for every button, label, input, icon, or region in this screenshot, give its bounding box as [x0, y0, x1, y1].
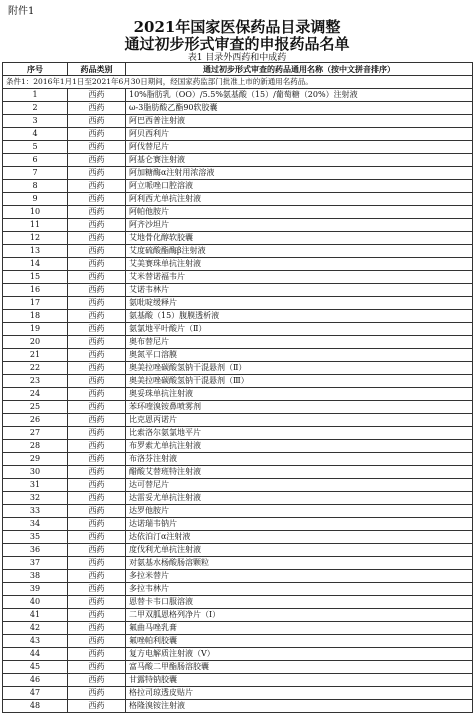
table-row [3, 557, 473, 570]
table-row [3, 453, 473, 466]
document-title-line2: 通过初步形式审查的申报药品名单 [124, 35, 350, 53]
table-row [3, 635, 473, 648]
row-category: 西药 [68, 596, 126, 609]
row-category: 西药 [68, 128, 126, 141]
row-drug-name: 布洛芬注射液 [126, 453, 473, 466]
condition-row [3, 76, 473, 89]
row-drug-name: 比克恩丙诺片 [126, 414, 473, 427]
row-index: 19 [3, 323, 68, 336]
row-index: 9 [3, 193, 68, 206]
row-index: 17 [3, 297, 68, 310]
row-category: 西药 [68, 414, 126, 427]
row-drug-name: 恩替卡韦口服溶液 [126, 596, 473, 609]
row-drug-name: 多拉米替片 [126, 570, 473, 583]
row-index: 41 [3, 609, 68, 622]
row-drug-name: 阿立哌唑口腔溶液 [126, 180, 473, 193]
row-index: 34 [3, 518, 68, 531]
row-category: 西药 [68, 570, 126, 583]
row-category: 西药 [68, 232, 126, 245]
table-row [3, 466, 473, 479]
row-drug-name: 比索洛尔氨氯地平片 [126, 427, 473, 440]
row-index: 7 [3, 167, 68, 180]
row-drug-name: 达诺瑞韦钠片 [126, 518, 473, 531]
row-drug-name: 氨氯地平叶酸片（Ⅱ） [126, 323, 473, 336]
table-row [3, 505, 473, 518]
row-index: 48 [3, 700, 68, 713]
row-index: 11 [3, 219, 68, 232]
row-drug-name: 阿齐沙坦片 [126, 219, 473, 232]
row-category: 西药 [68, 661, 126, 674]
row-drug-name: 艾诺韦林片 [126, 284, 473, 297]
table-row [3, 700, 473, 713]
table-row [3, 596, 473, 609]
row-category: 西药 [68, 297, 126, 310]
row-category: 西药 [68, 388, 126, 401]
table-row [3, 323, 473, 336]
row-category: 西药 [68, 180, 126, 193]
row-index: 27 [3, 427, 68, 440]
table-row [3, 648, 473, 661]
row-category: 西药 [68, 245, 126, 258]
attachment-label: 附件1 [8, 6, 35, 17]
row-drug-name: 达罗他胺片 [126, 505, 473, 518]
row-index: 14 [3, 258, 68, 271]
table-row [3, 180, 473, 193]
row-category: 西药 [68, 375, 126, 388]
row-index: 37 [3, 557, 68, 570]
row-category: 西药 [68, 466, 126, 479]
row-drug-name: ω-3脂肪酸乙酯90软胶囊 [126, 102, 473, 115]
row-category: 西药 [68, 349, 126, 362]
row-category: 西药 [68, 154, 126, 167]
row-index: 33 [3, 505, 68, 518]
row-index: 22 [3, 362, 68, 375]
table-row [3, 531, 473, 544]
row-category: 西药 [68, 284, 126, 297]
table-row [3, 479, 473, 492]
row-category: 西药 [68, 115, 126, 128]
row-index: 20 [3, 336, 68, 349]
row-category: 西药 [68, 336, 126, 349]
column-header-category: 药品类别 [68, 63, 126, 76]
row-index: 44 [3, 648, 68, 661]
row-drug-name: 艾地骨化醇软胶囊 [126, 232, 473, 245]
table-row [3, 414, 473, 427]
row-drug-name: 对氨基水杨酸肠溶颗粒 [126, 557, 473, 570]
row-category: 西药 [68, 453, 126, 466]
row-category: 西药 [68, 674, 126, 687]
row-index: 31 [3, 479, 68, 492]
row-index: 40 [3, 596, 68, 609]
table-row [3, 115, 473, 128]
row-drug-name: 阿帕他胺片 [126, 206, 473, 219]
row-drug-name: 复方电解质注射液（Ⅴ） [126, 648, 473, 661]
row-drug-name: 富马酸二甲酯肠溶胶囊 [126, 661, 473, 674]
table-row [3, 232, 473, 245]
row-category: 西药 [68, 583, 126, 596]
row-index: 36 [3, 544, 68, 557]
table-row [3, 193, 473, 206]
row-category: 西药 [68, 518, 126, 531]
table-row [3, 102, 473, 115]
row-index: 24 [3, 388, 68, 401]
table-row [3, 609, 473, 622]
row-drug-name: 布罗索尤单抗注射液 [126, 440, 473, 453]
row-drug-name: 度伐利尤单抗注射液 [126, 544, 473, 557]
table-row [3, 518, 473, 531]
row-drug-name: 阿基仑赛注射液 [126, 154, 473, 167]
row-index: 26 [3, 414, 68, 427]
row-drug-name: 奥美拉唑碳酸氢钠干混悬剂（Ⅲ） [126, 375, 473, 388]
table-row [3, 583, 473, 596]
row-category: 西药 [68, 531, 126, 544]
row-index: 23 [3, 375, 68, 388]
row-drug-name: 阿利西尤单抗注射液 [126, 193, 473, 206]
row-category: 西药 [68, 505, 126, 518]
row-drug-name: 甘露特钠胶囊 [126, 674, 473, 687]
table-row [3, 401, 473, 414]
table-row [3, 128, 473, 141]
row-category: 西药 [68, 401, 126, 414]
row-drug-name: 氟曲马唑乳膏 [126, 622, 473, 635]
row-category: 西药 [68, 635, 126, 648]
table-row [3, 258, 473, 271]
table-row [3, 622, 473, 635]
table-row [3, 492, 473, 505]
table-row [3, 206, 473, 219]
table-caption: 表1 目录外西药和中成药 [187, 53, 287, 63]
row-index: 1 [3, 89, 68, 102]
row-category: 西药 [68, 102, 126, 115]
row-drug-name: 奥妥珠单抗注射液 [126, 388, 473, 401]
row-index: 45 [3, 661, 68, 674]
table-row [3, 141, 473, 154]
row-drug-name: 二甲双胍恩格列净片（Ⅰ） [126, 609, 473, 622]
row-category: 西药 [68, 622, 126, 635]
row-category: 西药 [68, 427, 126, 440]
row-drug-name: 艾美赛珠单抗注射液 [126, 258, 473, 271]
row-drug-name: 氨基酸（15）腹膜透析液 [126, 310, 473, 323]
row-drug-name: 达依泊汀α注射液 [126, 531, 473, 544]
row-index: 10 [3, 206, 68, 219]
row-index: 18 [3, 310, 68, 323]
row-index: 21 [3, 349, 68, 362]
table-row [3, 570, 473, 583]
table-row [3, 310, 473, 323]
row-drug-name: 氟唑帕利胶囊 [126, 635, 473, 648]
table-row [3, 427, 473, 440]
row-category: 西药 [68, 687, 126, 700]
row-drug-name: 达雷妥尤单抗注射液 [126, 492, 473, 505]
row-index: 32 [3, 492, 68, 505]
row-index: 8 [3, 180, 68, 193]
row-category: 西药 [68, 479, 126, 492]
row-index: 5 [3, 141, 68, 154]
row-index: 30 [3, 466, 68, 479]
table-row [3, 440, 473, 453]
row-index: 12 [3, 232, 68, 245]
row-index: 35 [3, 531, 68, 544]
column-header-index: 序号 [3, 63, 68, 76]
row-category: 西药 [68, 609, 126, 622]
row-index: 38 [3, 570, 68, 583]
table-row [3, 245, 473, 258]
table-body [3, 76, 473, 713]
row-category: 西药 [68, 362, 126, 375]
row-drug-name: 达可替尼片 [126, 479, 473, 492]
table-row [3, 271, 473, 284]
table-row [3, 154, 473, 167]
row-category: 西药 [68, 323, 126, 336]
row-index: 6 [3, 154, 68, 167]
table-header-row [3, 63, 473, 76]
row-drug-name: 阿伐替尼片 [126, 141, 473, 154]
row-index: 16 [3, 284, 68, 297]
table-row [3, 388, 473, 401]
row-index: 4 [3, 128, 68, 141]
row-drug-name: 格拉司琼透皮贴片 [126, 687, 473, 700]
row-category: 西药 [68, 271, 126, 284]
row-index: 46 [3, 674, 68, 687]
table-row [3, 661, 473, 674]
row-index: 47 [3, 687, 68, 700]
row-index: 29 [3, 453, 68, 466]
table-row [3, 362, 473, 375]
table-row [3, 297, 473, 310]
row-index: 39 [3, 583, 68, 596]
row-category: 西药 [68, 89, 126, 102]
row-drug-name: 艾米替诺福韦片 [126, 271, 473, 284]
table-row [3, 219, 473, 232]
table-row [3, 674, 473, 687]
row-category: 西药 [68, 557, 126, 570]
row-category: 西药 [68, 193, 126, 206]
row-index: 13 [3, 245, 68, 258]
table-row [3, 544, 473, 557]
row-category: 西药 [68, 440, 126, 453]
row-index: 15 [3, 271, 68, 284]
row-drug-name: 阿巴西普注射液 [126, 115, 473, 128]
row-drug-name: 10%脂肪乳（OO）/5.5%氨基酸（15）/葡萄糖（20%）注射液 [126, 89, 473, 102]
row-drug-name: 阿加糖酶α注射用浓溶液 [126, 167, 473, 180]
document-title-line1: 2021年国家医保药品目录调整 [133, 18, 341, 36]
row-category: 西药 [68, 167, 126, 180]
row-category: 西药 [68, 544, 126, 557]
row-drug-name: 奥美拉唑碳酸氢钠干混悬剂（Ⅱ） [126, 362, 473, 375]
row-drug-name: 艾度硫酸酯酶β注射液 [126, 245, 473, 258]
table-row [3, 89, 473, 102]
condition-text: 条件1：2016年1月1日至2021年6月30日期间，经国家药监部门批准上市的新通用名药品。 [3, 76, 473, 89]
table-row [3, 336, 473, 349]
row-drug-name: 氨吡啶缓释片 [126, 297, 473, 310]
table-row [3, 375, 473, 388]
table-row [3, 349, 473, 362]
row-index: 43 [3, 635, 68, 648]
row-index: 42 [3, 622, 68, 635]
column-header-drug-name: 通过初步形式审查的药品通用名称（按中文拼音排序） [126, 63, 473, 76]
table-row [3, 687, 473, 700]
row-index: 2 [3, 102, 68, 115]
row-category: 西药 [68, 258, 126, 271]
row-drug-name: 多拉韦林片 [126, 583, 473, 596]
row-index: 3 [3, 115, 68, 128]
row-category: 西药 [68, 310, 126, 323]
row-category: 西药 [68, 492, 126, 505]
row-drug-name: 奥布替尼片 [126, 336, 473, 349]
row-index: 28 [3, 440, 68, 453]
row-drug-name: 醋酸艾替班特注射液 [126, 466, 473, 479]
table-row [3, 284, 473, 297]
row-drug-name: 格隆溴铵注射液 [126, 700, 473, 713]
row-drug-name: 苯环喹溴铵鼻喷雾剂 [126, 401, 473, 414]
drug-list-table [2, 62, 473, 713]
row-category: 西药 [68, 648, 126, 661]
row-category: 西药 [68, 206, 126, 219]
row-category: 西药 [68, 141, 126, 154]
row-category: 西药 [68, 700, 126, 713]
row-drug-name: 阿贝西利片 [126, 128, 473, 141]
table-row [3, 167, 473, 180]
row-index: 25 [3, 401, 68, 414]
row-category: 西药 [68, 219, 126, 232]
row-drug-name: 奥氮平口溶膜 [126, 349, 473, 362]
